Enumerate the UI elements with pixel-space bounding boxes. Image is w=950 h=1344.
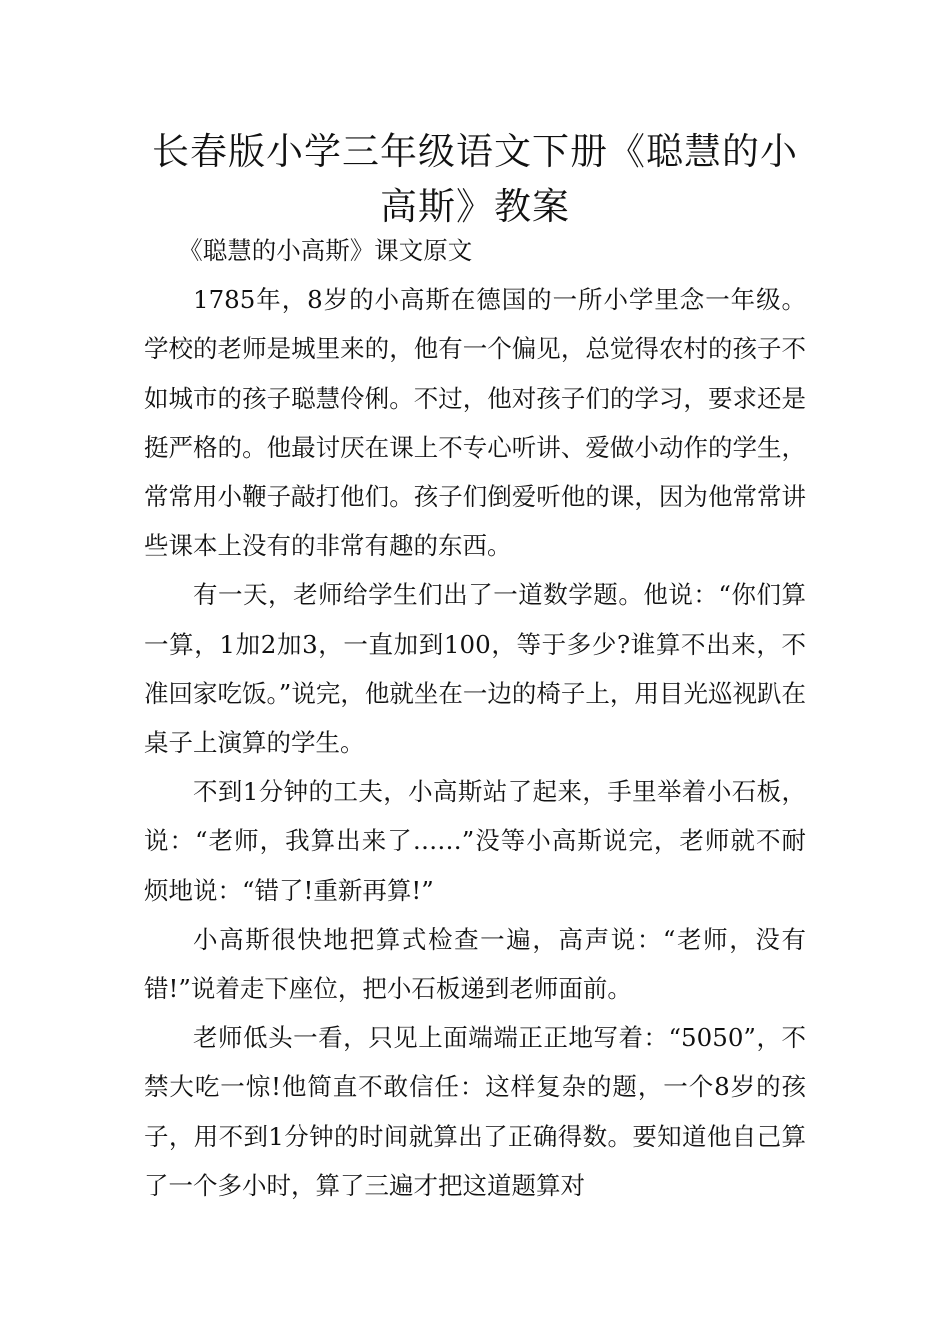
paragraph-3: 不到1分钟的工夫，小高斯站了起来，手里举着小石板，说：“老师，我算出来了……”没等小高斯说完，老师就不耐烦地说：“错了!重新再算!”: [144, 777, 806, 905]
document-body: [144, 226, 806, 1210]
document-title: 长春版小学三年级语文下册《聪慧的小高斯》教案: [152, 130, 798, 228]
paragraph-1: 1785年，8岁的小高斯在德国的一所小学里念一年级。学校的老师是城里来的，他有一个偏见，总觉得农村的孩子不如城市的孩子聪慧伶俐。不过，他对孩子们的学习，要求还是挺严格的。他最讨厌在课上不专心听讲、爱做小动作的学生，常常用小鞭子敲打他们。孩子们倒爱听他的课，因为他常常讲些课本上没有的非常有趣的东西。: [144, 285, 806, 561]
section-subtitle: 《聪慧的小高斯》课文原文: [178, 236, 473, 265]
paragraph-2: 有一天，老师给学生们出了一道数学题。他说：“你们算一算，1加2加3，一直加到100，等于多少?谁算不出来，不准回家吃饭。”说完，他就坐在一边的椅子上，用目光巡视趴在桌子上演算的学生。: [144, 580, 806, 758]
paragraph-4: 小高斯很快地把算式检查一遍，高声说：“老师，没有错!”说着走下座位，把小石板递到老师面前。: [144, 924, 806, 1004]
paragraph-5: 老师低头一看，只见上面端端正正地写着：“5050”，不禁大吃一惊!他简直不敢信任：这样复杂的题，一个8岁的孩子，用不到1分钟的时间就算出了正确得数。要知道他自己算了一个多小时，算了三遍才把这道题算对: [144, 1023, 806, 1200]
